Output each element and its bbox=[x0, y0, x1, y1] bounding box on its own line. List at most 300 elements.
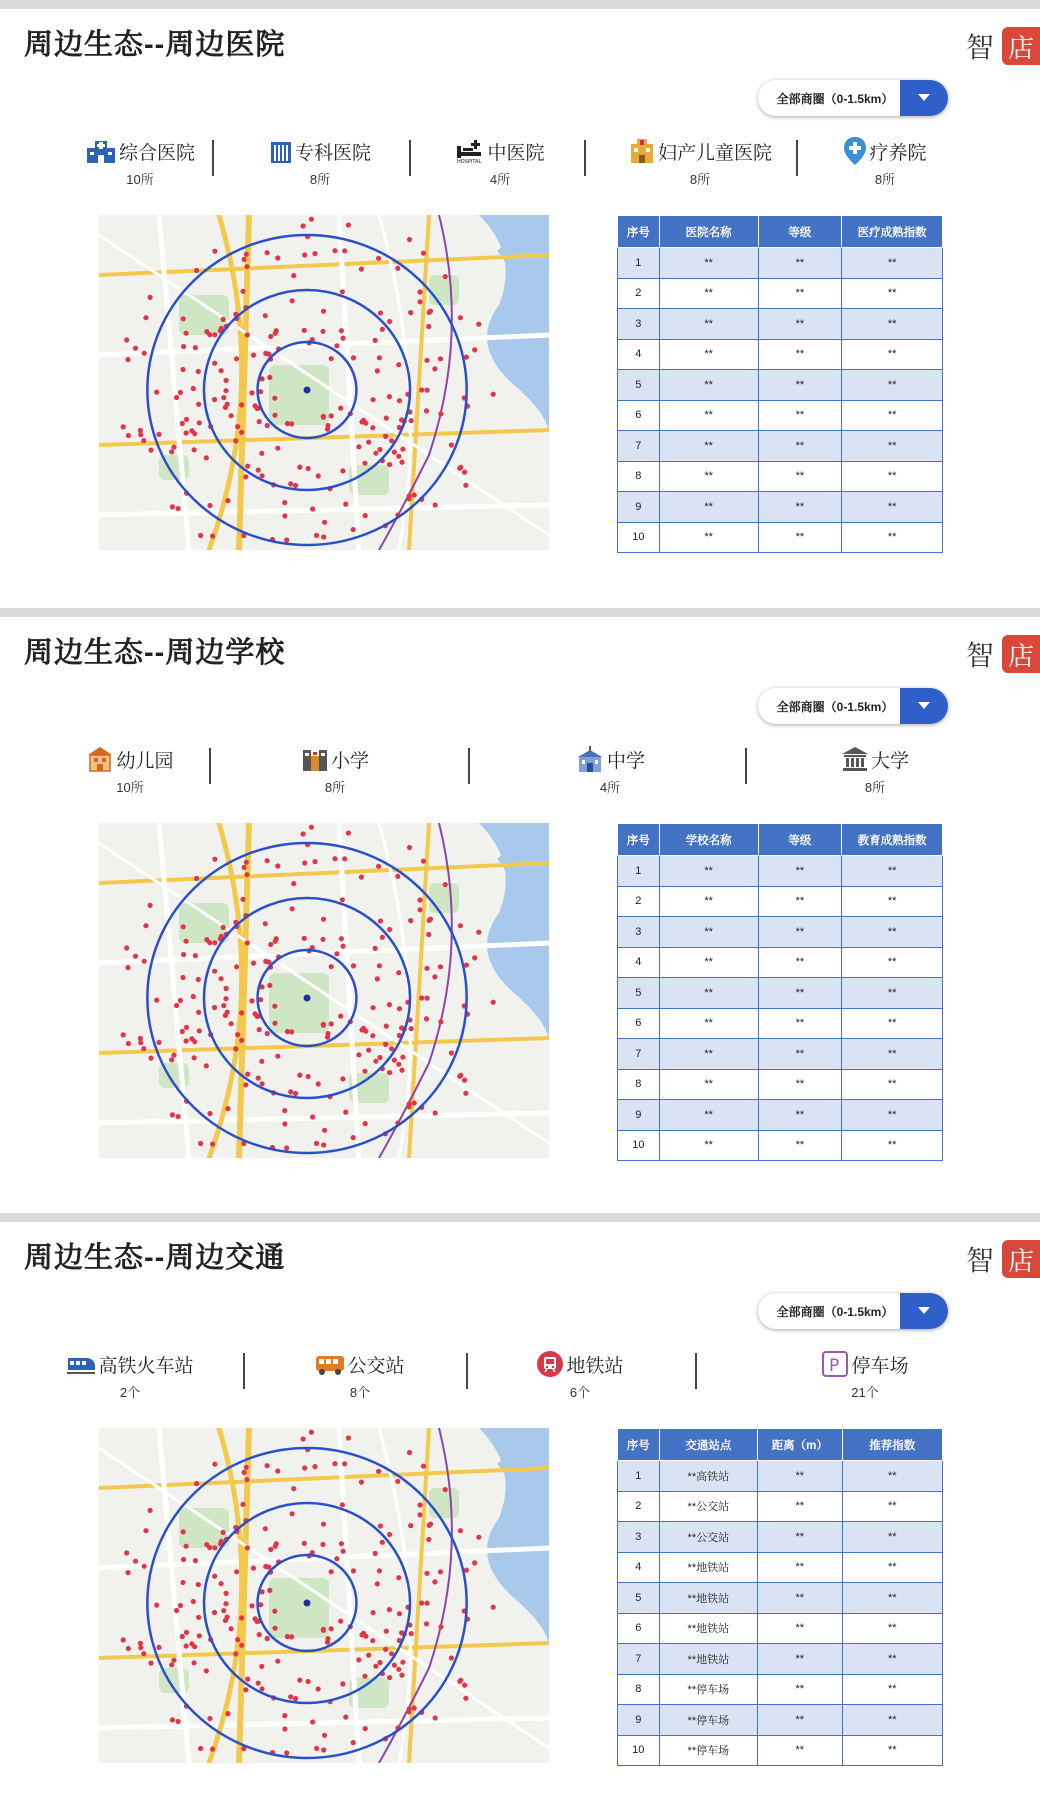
poi-dot bbox=[275, 255, 280, 260]
table-cell: ** bbox=[659, 1069, 758, 1100]
poi-dot bbox=[178, 998, 183, 1003]
table-cell: **公交站 bbox=[659, 1522, 758, 1553]
poi-dot bbox=[320, 1542, 325, 1547]
table-row[interactable] bbox=[618, 339, 943, 370]
poi-dot bbox=[274, 936, 279, 941]
table-row[interactable] bbox=[618, 1069, 943, 1100]
table-cell: ** bbox=[842, 1583, 942, 1614]
poi-dot bbox=[373, 1664, 378, 1669]
poi-dot bbox=[320, 329, 325, 334]
poi-dot bbox=[133, 954, 138, 959]
poi-dot bbox=[184, 1630, 189, 1635]
table-row[interactable] bbox=[618, 1461, 943, 1492]
poi-dot bbox=[417, 897, 422, 902]
poi-dot bbox=[376, 864, 381, 869]
poi-dot bbox=[338, 1014, 343, 1019]
table-row[interactable] bbox=[618, 1552, 943, 1583]
table-cell: ** bbox=[842, 1522, 942, 1553]
poi-dot bbox=[244, 860, 249, 865]
table-cell: 10 bbox=[618, 1130, 660, 1161]
poi-dot bbox=[263, 351, 268, 356]
category-middle-school[interactable] bbox=[540, 744, 680, 796]
poi-dot bbox=[251, 353, 256, 358]
poi-dot bbox=[458, 1678, 463, 1683]
table-cell: ** bbox=[842, 339, 943, 370]
poi-dot bbox=[370, 425, 375, 430]
poi-dot bbox=[229, 1021, 234, 1026]
separator bbox=[584, 140, 586, 176]
category-metro-station[interactable] bbox=[510, 1349, 650, 1401]
poi-dot bbox=[400, 1055, 405, 1060]
poi-dot bbox=[256, 1076, 261, 1081]
poi-dot bbox=[321, 309, 326, 314]
poi-dot bbox=[154, 390, 159, 395]
table-cell: ** bbox=[758, 1552, 842, 1583]
table-row[interactable] bbox=[618, 917, 943, 948]
category-general-hospital[interactable] bbox=[60, 136, 220, 188]
category-university[interactable] bbox=[810, 744, 940, 796]
table-row[interactable] bbox=[618, 1705, 943, 1736]
poi-dot bbox=[204, 1542, 209, 1547]
table-cell: ** bbox=[842, 1674, 942, 1705]
poi-dot bbox=[169, 1057, 174, 1062]
area-dropdown[interactable] bbox=[758, 1293, 948, 1329]
table-cell: **地铁站 bbox=[659, 1644, 758, 1675]
poi-dot bbox=[198, 1746, 203, 1751]
column-header: 序号 bbox=[618, 1429, 660, 1461]
table-cell: ** bbox=[758, 400, 842, 431]
table-cell: ** bbox=[758, 492, 842, 523]
poi-dot bbox=[143, 1528, 148, 1533]
table-row[interactable] bbox=[618, 856, 943, 887]
area-dropdown[interactable] bbox=[758, 80, 948, 116]
poi-dot bbox=[339, 936, 344, 941]
area-dropdown[interactable] bbox=[758, 688, 948, 724]
poi-dot bbox=[257, 1632, 262, 1637]
category-tcm-hospital[interactable] bbox=[420, 136, 580, 188]
table-cell: ** bbox=[758, 1491, 842, 1522]
poi-dot bbox=[387, 1675, 392, 1680]
table-cell: ** bbox=[842, 1039, 943, 1070]
kindergarten-icon bbox=[86, 746, 114, 772]
category-bar bbox=[0, 744, 1040, 804]
table-cell: ** bbox=[842, 461, 943, 492]
poi-dot bbox=[387, 319, 392, 324]
table-cell: 2 bbox=[618, 1491, 660, 1522]
poi-dot bbox=[412, 1100, 417, 1105]
category-primary-school[interactable] bbox=[265, 744, 405, 796]
table-cell: ** bbox=[842, 248, 943, 279]
poi-dot bbox=[378, 1523, 383, 1528]
table-row[interactable] bbox=[618, 1613, 943, 1644]
poi-dot bbox=[124, 1550, 129, 1555]
poi-dot bbox=[263, 1564, 268, 1569]
poi-dot bbox=[443, 882, 448, 887]
poi-dot bbox=[396, 362, 401, 367]
area-map[interactable] bbox=[99, 215, 549, 550]
poi-dot bbox=[375, 1581, 380, 1586]
poi-dot bbox=[196, 369, 201, 374]
table-row[interactable] bbox=[618, 886, 943, 917]
poi-dot bbox=[383, 434, 388, 439]
poi-dot bbox=[196, 1010, 201, 1015]
poi-dot bbox=[225, 1711, 230, 1716]
category-count: 8所 bbox=[874, 172, 896, 187]
category-bus-stop[interactable] bbox=[290, 1349, 430, 1401]
table-cell: 8 bbox=[618, 1069, 660, 1100]
poi-dot bbox=[314, 1746, 319, 1751]
poi-dot bbox=[472, 347, 477, 352]
category-label: 中医院 bbox=[487, 142, 545, 164]
poi-dot bbox=[340, 289, 345, 294]
poi-dot bbox=[373, 946, 378, 951]
table-row[interactable] bbox=[618, 278, 943, 309]
table-cell: ** bbox=[842, 1735, 942, 1766]
poi-dot bbox=[121, 424, 126, 429]
category-train-station[interactable] bbox=[60, 1349, 200, 1401]
poi-dot bbox=[443, 1487, 448, 1492]
table-cell: 4 bbox=[618, 1552, 660, 1583]
poi-dot bbox=[204, 329, 209, 334]
area-map[interactable] bbox=[99, 1428, 549, 1763]
poi-dot bbox=[170, 1112, 175, 1117]
table-row[interactable] bbox=[618, 1522, 943, 1553]
table-cell: ** bbox=[842, 1552, 942, 1583]
poi-dot bbox=[302, 860, 307, 865]
table-cell: ** bbox=[758, 1039, 842, 1070]
table-row[interactable] bbox=[618, 978, 943, 1009]
table-cell: 7 bbox=[618, 1644, 660, 1675]
chevron-down-icon[interactable] bbox=[900, 688, 948, 724]
poi-dot bbox=[332, 1461, 337, 1466]
poi-dot bbox=[133, 1559, 138, 1564]
poi-dot bbox=[245, 1677, 250, 1682]
park-area bbox=[429, 883, 459, 913]
poi-dot bbox=[384, 1629, 389, 1634]
separator bbox=[695, 1353, 697, 1389]
table-cell: ** bbox=[842, 1705, 942, 1736]
poi-dot bbox=[192, 431, 197, 436]
table-row[interactable] bbox=[618, 1735, 943, 1766]
poi-dot bbox=[387, 1607, 392, 1612]
area-map[interactable] bbox=[99, 823, 549, 1158]
poi-dot bbox=[438, 1019, 443, 1024]
poi-dot bbox=[288, 481, 293, 486]
table-cell: ** bbox=[842, 1644, 942, 1675]
table-cell: ** bbox=[758, 248, 842, 279]
table-row[interactable] bbox=[618, 1644, 943, 1675]
poi-dot bbox=[221, 1003, 226, 1008]
poi-dot bbox=[285, 421, 290, 426]
table-cell: ** bbox=[758, 978, 842, 1009]
poi-dot bbox=[223, 1601, 228, 1606]
poi-dot bbox=[221, 1530, 226, 1535]
table-cell: ** bbox=[659, 1130, 758, 1161]
poi-dot bbox=[387, 1002, 392, 1007]
poi-dot bbox=[341, 336, 346, 341]
category-count: 10所 bbox=[116, 780, 144, 795]
poi-dot bbox=[225, 498, 230, 503]
poi-dot bbox=[233, 1651, 238, 1656]
poi-dot bbox=[417, 1512, 422, 1517]
poi-dot bbox=[193, 953, 198, 958]
poi-dot bbox=[458, 315, 463, 320]
table-cell: ** bbox=[842, 917, 943, 948]
table-row[interactable] bbox=[618, 431, 943, 462]
poi-dot bbox=[212, 1462, 217, 1467]
category-count: 6个 bbox=[569, 1385, 591, 1400]
category-label: 专科医院 bbox=[294, 142, 371, 164]
poi-dot bbox=[176, 506, 181, 511]
poi-dot bbox=[432, 366, 437, 371]
column-header: 医院名称 bbox=[659, 216, 758, 248]
poi-dot bbox=[417, 907, 422, 912]
table-cell: ** bbox=[659, 856, 758, 887]
poi-dot bbox=[356, 444, 361, 449]
chevron-down-icon[interactable] bbox=[900, 1293, 948, 1329]
table-cell: ** bbox=[758, 1735, 842, 1766]
poi-dot bbox=[377, 447, 382, 452]
poi-dot bbox=[148, 903, 153, 908]
table-cell: **公交站 bbox=[659, 1491, 758, 1522]
poi-dot bbox=[302, 1541, 307, 1546]
poi-dot bbox=[181, 344, 186, 349]
poi-dot bbox=[259, 1664, 264, 1669]
poi-dot bbox=[223, 1013, 228, 1018]
poi-dot bbox=[126, 1646, 131, 1651]
category-label: 高铁火车站 bbox=[98, 1355, 194, 1377]
poi-dot bbox=[370, 1638, 375, 1643]
table-row[interactable] bbox=[618, 1674, 943, 1705]
table-row[interactable] bbox=[618, 309, 943, 340]
poi-dot bbox=[392, 450, 397, 455]
poi-dot bbox=[275, 1659, 280, 1664]
category-bar bbox=[0, 136, 1040, 196]
section-divider bbox=[0, 1213, 1040, 1222]
category-parking[interactable] bbox=[790, 1349, 940, 1401]
section-schools bbox=[0, 608, 1040, 1213]
center-marker bbox=[304, 1600, 311, 1607]
poi-dot bbox=[181, 924, 186, 929]
table-row[interactable] bbox=[618, 1039, 943, 1070]
poi-dot bbox=[421, 859, 426, 864]
poi-dot bbox=[240, 1502, 245, 1507]
poi-dot bbox=[302, 328, 307, 333]
table-cell: 3 bbox=[618, 309, 660, 340]
poi-dot bbox=[221, 317, 226, 322]
poi-dot bbox=[329, 1021, 334, 1026]
poi-dot bbox=[463, 1091, 468, 1096]
poi-dot bbox=[210, 534, 215, 539]
table-cell: ** bbox=[842, 1130, 943, 1161]
table-cell: 1 bbox=[618, 1461, 660, 1492]
poi-dot bbox=[392, 1663, 397, 1668]
poi-dot bbox=[194, 876, 199, 881]
poi-dot bbox=[361, 418, 366, 423]
table-cell: ** bbox=[842, 1613, 942, 1644]
poi-dot bbox=[242, 1470, 247, 1475]
poi-dot bbox=[428, 1522, 433, 1527]
poi-dot bbox=[229, 413, 234, 418]
poi-dot bbox=[257, 1027, 262, 1032]
poi-dot bbox=[342, 248, 347, 253]
poi-dot bbox=[192, 1644, 197, 1649]
table-cell: ** bbox=[758, 947, 842, 978]
poi-dot bbox=[320, 937, 325, 942]
poi-dot bbox=[192, 1660, 197, 1665]
poi-dot bbox=[251, 961, 256, 966]
table-cell: ** bbox=[758, 1705, 842, 1736]
section-divider bbox=[0, 608, 1040, 617]
poi-dot bbox=[351, 527, 356, 532]
chevron-down-icon[interactable] bbox=[900, 80, 948, 116]
poi-dot bbox=[329, 1569, 334, 1574]
poi-dot bbox=[275, 1054, 280, 1059]
poi-dot bbox=[407, 1102, 412, 1107]
poi-dot bbox=[148, 295, 153, 300]
table-header-row bbox=[618, 216, 943, 248]
table-row[interactable] bbox=[618, 1583, 943, 1614]
poi-dot bbox=[254, 1014, 259, 1019]
poi-dot bbox=[212, 332, 217, 337]
poi-dot bbox=[233, 1046, 238, 1051]
table-row[interactable] bbox=[618, 400, 943, 431]
university-icon bbox=[841, 746, 869, 772]
brand-zhi: 智 bbox=[965, 32, 994, 63]
table-cell: ** bbox=[842, 947, 943, 978]
table-row[interactable] bbox=[618, 1491, 943, 1522]
category-specialty-hospital[interactable] bbox=[240, 136, 400, 188]
separator bbox=[243, 1353, 245, 1389]
table-row[interactable] bbox=[618, 248, 943, 279]
table-row[interactable] bbox=[618, 370, 943, 401]
poi-dot bbox=[329, 964, 334, 969]
poi-dot bbox=[302, 1465, 307, 1470]
poi-dot bbox=[356, 1052, 361, 1057]
poi-dot bbox=[125, 965, 130, 970]
poi-dot bbox=[291, 881, 296, 886]
category-kindergarten[interactable] bbox=[60, 744, 200, 796]
table-cell: ** bbox=[842, 309, 943, 340]
poi-dot bbox=[235, 1637, 240, 1642]
poi-dot bbox=[332, 248, 337, 253]
poi-dot bbox=[225, 1106, 230, 1111]
table-row[interactable] bbox=[618, 461, 943, 492]
poi-dot bbox=[359, 875, 364, 880]
table-cell: ** bbox=[842, 856, 943, 887]
poi-dot bbox=[424, 1016, 429, 1021]
poi-dot bbox=[249, 998, 254, 1003]
table-cell: ** bbox=[842, 522, 943, 553]
parking-icon bbox=[821, 1350, 849, 1378]
poi-dot bbox=[219, 1581, 224, 1586]
table-row[interactable] bbox=[618, 1130, 943, 1161]
poi-dot bbox=[180, 1580, 185, 1585]
table-cell: ** bbox=[758, 1522, 842, 1553]
separator bbox=[745, 748, 747, 784]
poi-dot bbox=[192, 1039, 197, 1044]
poi-dot bbox=[272, 413, 277, 418]
table-row[interactable] bbox=[618, 522, 943, 553]
table-row[interactable] bbox=[618, 492, 943, 523]
poi-dot bbox=[377, 1660, 382, 1665]
tcm-hospital-icon bbox=[455, 138, 485, 164]
table-cell: ** bbox=[659, 400, 758, 431]
poi-dot bbox=[272, 1004, 277, 1009]
poi-dot bbox=[244, 264, 249, 269]
poi-dot bbox=[419, 1600, 424, 1605]
poi-dot bbox=[340, 468, 345, 473]
poi-dot bbox=[449, 442, 454, 447]
ranking-table bbox=[617, 215, 943, 553]
poi-dot bbox=[399, 460, 404, 465]
poi-dot bbox=[272, 396, 277, 401]
poi-dot bbox=[463, 483, 468, 488]
svg-text:P: P bbox=[829, 1356, 840, 1376]
poi-dot bbox=[212, 1545, 217, 1550]
poi-dot bbox=[196, 1615, 201, 1620]
poi-dot bbox=[245, 1072, 250, 1077]
table-cell: **停车场 bbox=[659, 1705, 758, 1736]
poi-dot bbox=[249, 390, 254, 395]
poi-dot bbox=[275, 863, 280, 868]
poi-dot bbox=[156, 432, 161, 437]
poi-dot bbox=[138, 1036, 143, 1041]
poi-dot bbox=[421, 251, 426, 256]
poi-dot bbox=[491, 1000, 496, 1005]
poi-dot bbox=[343, 502, 348, 507]
poi-dot bbox=[196, 402, 201, 407]
park-area bbox=[269, 973, 329, 1033]
table-cell: ** bbox=[758, 886, 842, 917]
poi-dot bbox=[491, 1605, 496, 1610]
poi-dot bbox=[221, 925, 226, 930]
table-row[interactable] bbox=[618, 1100, 943, 1131]
poi-dot bbox=[395, 874, 400, 879]
table-row[interactable] bbox=[618, 1008, 943, 1039]
poi-dot bbox=[242, 865, 247, 870]
table-cell: ** bbox=[842, 1461, 942, 1492]
poi-dot bbox=[334, 343, 339, 348]
poi-dot bbox=[239, 1010, 244, 1015]
poi-dot bbox=[282, 500, 287, 505]
poi-dot bbox=[196, 977, 201, 982]
table-cell: ** bbox=[758, 1008, 842, 1039]
center-marker bbox=[304, 995, 311, 1002]
poi-dot bbox=[321, 1628, 326, 1633]
category-sanatorium[interactable] bbox=[810, 136, 960, 188]
dropdown-label: 全部商圈（0-1.5km） bbox=[776, 91, 894, 106]
table-cell: 5 bbox=[618, 1583, 660, 1614]
poi-dot bbox=[309, 1430, 314, 1435]
poi-dot bbox=[408, 1523, 413, 1528]
poi-dot bbox=[472, 955, 477, 960]
table-cell: ** bbox=[758, 431, 842, 462]
brand-logo bbox=[966, 26, 1040, 66]
poi-dot bbox=[407, 494, 412, 499]
category-maternity-hospital[interactable] bbox=[605, 136, 795, 188]
poi-dot bbox=[433, 1110, 438, 1115]
poi-dot bbox=[265, 423, 270, 428]
poi-dot bbox=[397, 1006, 402, 1011]
poi-dot bbox=[301, 831, 306, 836]
poi-dot bbox=[371, 1610, 376, 1615]
poi-dot bbox=[251, 1566, 256, 1571]
poi-dot bbox=[321, 1023, 326, 1028]
table-row[interactable] bbox=[618, 947, 943, 978]
poi-dot bbox=[174, 1608, 179, 1613]
table-cell: **地铁站 bbox=[659, 1552, 758, 1583]
